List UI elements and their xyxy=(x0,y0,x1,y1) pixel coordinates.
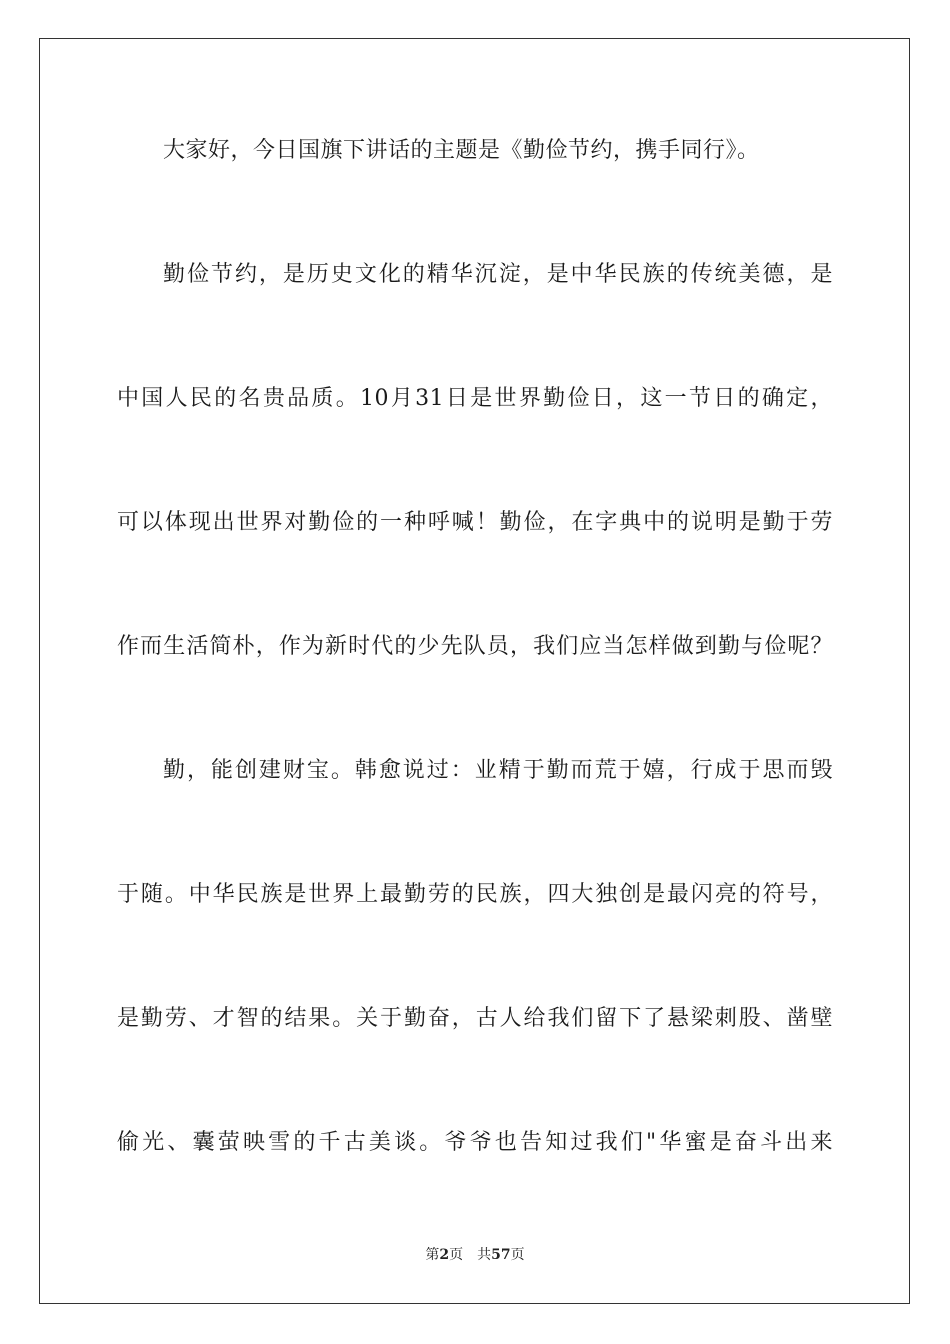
paragraph-line: 是勤劳、才智的结果。关于勤奋，古人给我们留下了悬梁刺股、凿壁 xyxy=(117,1006,833,1031)
footer-prefix: 第 xyxy=(425,1247,440,1263)
total-page-count: 57 xyxy=(491,1247,511,1263)
paragraph-line: 大家好，今日国旗下讲话的主题是《勤俭节约，携手同行》。 xyxy=(163,138,760,163)
paragraph-line: 勤俭节约，是历史文化的精华沉淀，是中华民族的传统美德，是 xyxy=(163,262,833,287)
page-frame xyxy=(39,38,910,1304)
paragraph-line: 作而生活简朴，作为新时代的少先队员，我们应当怎样做到勤与俭呢？ xyxy=(117,634,833,659)
paragraph-line: 可以体现出世界对勤俭的一种呼喊！勤俭，在字典中的说明是勤于劳 xyxy=(117,510,833,535)
paragraph-line: 勤，能创建财宝。韩愈说过：业精于勤而荒于嬉，行成于思而毁 xyxy=(163,758,833,783)
paragraph-line: 偷光、囊萤映雪的千古美谈。爷爷也告知过我们"华蜜是奋斗出来 xyxy=(117,1130,833,1155)
footer-total-suffix: 页 xyxy=(510,1247,525,1263)
paragraph-line: 中国人民的名贵品质。10月31日是世界勤俭日，这一节日的确定， xyxy=(117,386,833,411)
page-footer xyxy=(0,1246,950,1264)
footer-total-prefix: 共 xyxy=(477,1247,492,1263)
footer-page-suffix: 页 xyxy=(449,1247,464,1263)
paragraph-line: 于随。中华民族是世界上最勤劳的民族，四大独创是最闪亮的符号， xyxy=(117,882,833,907)
current-page-number: 2 xyxy=(439,1247,450,1263)
